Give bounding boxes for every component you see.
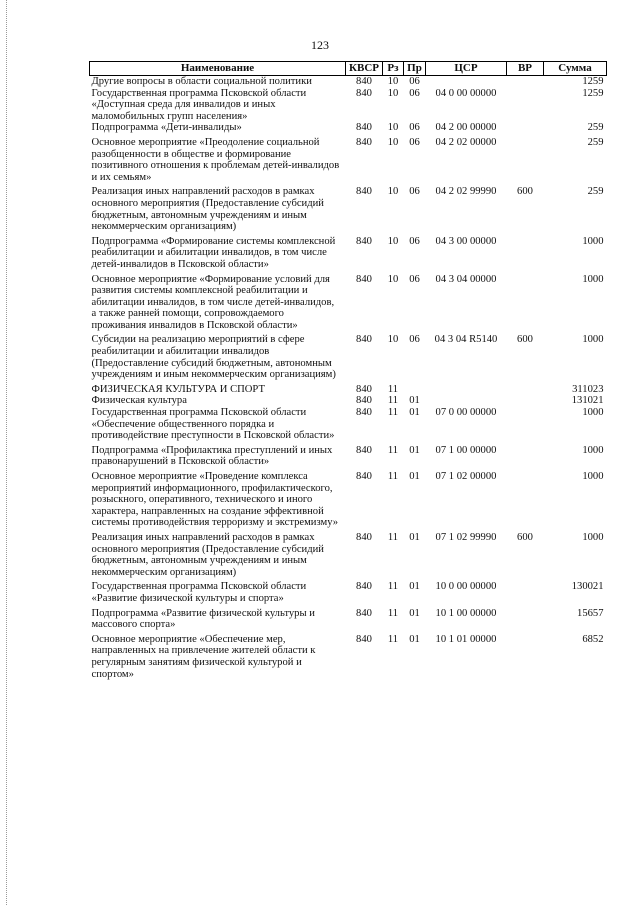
cell-kvsr: 840	[356, 235, 372, 247]
cell-name: Подпрограмма «Формирование системы комплексной реабилитации и абилитации инвалидов, в том числе детей-инвалидов в Псковской области»	[91, 235, 336, 270]
cell-sum: 1000	[582, 531, 604, 543]
table-row	[90, 271, 607, 332]
cell-sum: 1000	[582, 407, 604, 419]
cell-csr	[426, 395, 507, 407]
table-header-row	[90, 62, 607, 76]
page-edge-line	[6, 0, 8, 905]
cell-rz: 10	[387, 87, 399, 99]
cell-rz: 11	[387, 607, 399, 619]
cell-kvsr: 840	[356, 471, 372, 482]
cell-sum: 131021	[571, 395, 604, 407]
cell-pr: 06	[409, 76, 420, 87]
header-pr: Пр	[404, 62, 426, 76]
table-row	[90, 381, 607, 396]
page-number: 123	[311, 38, 329, 52]
cell-name: Другие вопросы в области социальной политики	[91, 76, 312, 87]
cell-vr	[507, 468, 544, 529]
cell-rz: 11	[387, 633, 399, 645]
cell-kvsr: 840	[356, 395, 372, 407]
table-row	[90, 183, 607, 232]
header-rz: Рз	[383, 62, 404, 76]
cell-csr	[426, 76, 507, 88]
cell-name: Основное мероприятие «Формирование условий для развития системы комплексной реабилитации и абилитации инвалидов, в том числе детей-инвалидов, а также ранней помощи, сопровождаемого проживания инвалидов в Псковской области»	[91, 273, 335, 331]
header-sum: Сумма	[544, 62, 607, 76]
cell-pr: 01	[409, 471, 420, 482]
cell-sum: 1000	[582, 273, 604, 285]
cell-csr: 04 3 00 00000	[435, 235, 497, 247]
cell-vr	[507, 271, 544, 332]
table-row	[90, 331, 607, 380]
cell-rz: 11	[387, 471, 399, 482]
cell-vr	[507, 134, 544, 183]
cell-csr: 07 1 02 00000	[435, 471, 497, 482]
cell-sum: 1259	[582, 76, 604, 87]
cell-rz: 10	[387, 186, 399, 198]
cell-sum: 1000	[582, 334, 604, 346]
cell-sum: 1259	[582, 87, 604, 99]
cell-vr	[507, 395, 544, 407]
cell-csr: 04 0 00 00000	[435, 87, 497, 99]
cell-vr	[507, 631, 544, 680]
cell-pr: 01	[409, 607, 420, 619]
cell-vr	[507, 233, 544, 271]
cell-kvsr: 840	[356, 186, 372, 198]
table-row	[90, 134, 607, 183]
cell-csr	[426, 381, 507, 396]
cell-kvsr: 840	[356, 383, 372, 395]
cell-csr: 10 1 01 00000	[435, 633, 497, 645]
table-row	[90, 76, 607, 88]
cell-name: Подпрограмма «Профилактика преступлений и иных правонарушений в Псковской области»	[91, 444, 333, 468]
cell-kvsr: 840	[356, 122, 372, 134]
table-row	[90, 578, 607, 604]
cell-rz: 10	[387, 334, 399, 346]
cell-csr: 10 1 00 00000	[435, 607, 497, 619]
table-row	[90, 468, 607, 529]
cell-kvsr: 840	[356, 607, 372, 619]
cell-csr: 07 0 00 00000	[435, 407, 497, 419]
cell-csr: 04 3 04 00000	[435, 273, 497, 285]
cell-name: Основное мероприятие «Проведение комплекса мероприятий информационного, профилактического, розыскного, оперативного, технического и иного характера, направленных на создание эффективной системы противодействия терроризму и экстремизму»	[91, 471, 339, 529]
cell-pr: 06	[409, 87, 420, 99]
cell-csr: 04 3 04 R5140	[434, 334, 498, 346]
cell-kvsr: 840	[356, 87, 372, 99]
cell-sum: 1000	[582, 471, 604, 482]
cell-name: ФИЗИЧЕСКАЯ КУЛЬТУРА И СПОРТ	[91, 383, 265, 395]
cell-rz: 10	[387, 136, 399, 148]
cell-vr	[507, 442, 544, 468]
cell-name: Основное мероприятие «Обеспечение мер, направленных на привлечение жителей области к регулярным занятиям физической культурой и спортом»	[91, 633, 316, 680]
cell-rz: 11	[387, 407, 399, 419]
cell-vr	[507, 122, 544, 134]
cell-pr: 06	[409, 273, 420, 285]
cell-name: Государственная программа Псковской области «Обеспечение общественного порядка и противодействие преступности в Псковской области»	[91, 407, 335, 442]
table-row	[90, 88, 607, 123]
cell-pr: 06	[409, 136, 420, 148]
table-row	[90, 529, 607, 578]
cell-rz: 10	[387, 235, 399, 247]
table-body	[90, 76, 607, 681]
header-csr: ЦСР	[426, 62, 507, 76]
cell-pr: 01	[409, 531, 420, 543]
cell-name: Подпрограмма «Дети-инвалиды»	[91, 122, 242, 134]
cell-vr	[507, 76, 544, 88]
cell-name: Физическая культура	[91, 395, 187, 407]
cell-csr: 07 1 00 00000	[435, 444, 497, 456]
cell-pr	[404, 381, 426, 396]
cell-pr: 06	[409, 235, 420, 247]
table-row	[90, 122, 607, 134]
cell-kvsr: 840	[356, 273, 372, 285]
cell-rz: 11	[387, 444, 399, 456]
cell-name: Основное мероприятие «Преодоление социальной разобщенности в обществе и формирование позитивного отношения к проблемам детей-инвалидов и их семьям»	[91, 136, 340, 183]
cell-kvsr: 840	[356, 531, 372, 543]
cell-name: Реализация иных направлений расходов в рамках основного мероприятия (Предоставление субсидий бюджетным, автономным учреждениям и иным некоммерческим организациям)	[91, 186, 324, 233]
cell-rz: 11	[387, 531, 399, 543]
table-row	[90, 442, 607, 468]
cell-vr: 600	[517, 186, 533, 198]
table-row	[90, 407, 607, 442]
budget-table	[89, 61, 607, 680]
cell-rz: 10	[387, 76, 399, 87]
header-name: Наименование	[90, 62, 346, 76]
cell-vr	[507, 381, 544, 396]
cell-kvsr: 840	[356, 76, 372, 87]
cell-csr: 04 2 02 99990	[435, 186, 497, 198]
cell-pr: 06	[409, 186, 420, 198]
cell-kvsr: 840	[356, 444, 372, 456]
cell-sum: 1000	[582, 444, 604, 456]
table-row	[90, 631, 607, 680]
cell-pr: 01	[409, 633, 420, 645]
cell-sum: 130021	[571, 581, 604, 593]
cell-pr: 01	[409, 581, 420, 593]
cell-kvsr: 840	[356, 633, 372, 645]
cell-pr: 01	[409, 444, 420, 456]
cell-name: Государственная программа Псковской области «Доступная среда для инвалидов и иных маломобильных групп населения»	[91, 87, 307, 122]
cell-sum: 259	[587, 136, 604, 148]
cell-rz: 11	[387, 383, 399, 395]
cell-pr: 06	[409, 122, 420, 134]
cell-csr: 04 2 00 00000	[435, 122, 497, 134]
cell-vr	[507, 578, 544, 604]
cell-kvsr: 840	[356, 334, 372, 346]
cell-rz: 11	[387, 395, 399, 407]
cell-pr: 01	[409, 407, 420, 419]
cell-vr	[507, 605, 544, 631]
cell-sum: 259	[587, 122, 604, 134]
cell-sum: 1000	[582, 235, 604, 247]
cell-sum: 6852	[582, 633, 604, 645]
cell-sum: 259	[587, 186, 604, 198]
cell-vr	[507, 407, 544, 442]
cell-kvsr: 840	[356, 136, 372, 148]
cell-rz: 10	[387, 122, 399, 134]
cell-kvsr: 840	[356, 407, 372, 419]
cell-name: Субсидии на реализацию мероприятий в сфере реабилитации и абилитации инвалидов (Предоставление субсидий бюджетным, автономным учреждениям и иным некоммерческим организациям)	[91, 334, 336, 381]
cell-csr: 07 1 02 99990	[435, 531, 497, 543]
cell-name: Подпрограмма «Развитие физической культуры и массового спорта»	[91, 607, 315, 631]
cell-vr	[507, 88, 544, 123]
cell-pr: 06	[409, 334, 420, 346]
cell-vr: 600	[517, 531, 533, 543]
cell-rz: 10	[387, 273, 399, 285]
header-kvsr: КВСР	[346, 62, 383, 76]
table-row	[90, 605, 607, 631]
table-row	[90, 233, 607, 271]
cell-pr: 01	[409, 395, 420, 407]
cell-sum: 311023	[572, 383, 604, 395]
header-vr: ВР	[507, 62, 544, 76]
cell-rz: 11	[387, 581, 399, 593]
cell-vr: 600	[517, 334, 533, 346]
cell-csr: 04 2 02 00000	[435, 136, 497, 148]
cell-name: Реализация иных направлений расходов в рамках основного мероприятия (Предоставление субсидий бюджетным, автономным учреждениям и иным некоммерческим организациям)	[91, 531, 324, 578]
cell-kvsr: 840	[356, 581, 372, 593]
cell-csr: 10 0 00 00000	[435, 581, 497, 593]
cell-sum: 15657	[577, 607, 604, 619]
cell-name: Государственная программа Псковской области «Развитие физической культуры и спорта»	[91, 581, 307, 604]
table-row	[90, 395, 607, 407]
